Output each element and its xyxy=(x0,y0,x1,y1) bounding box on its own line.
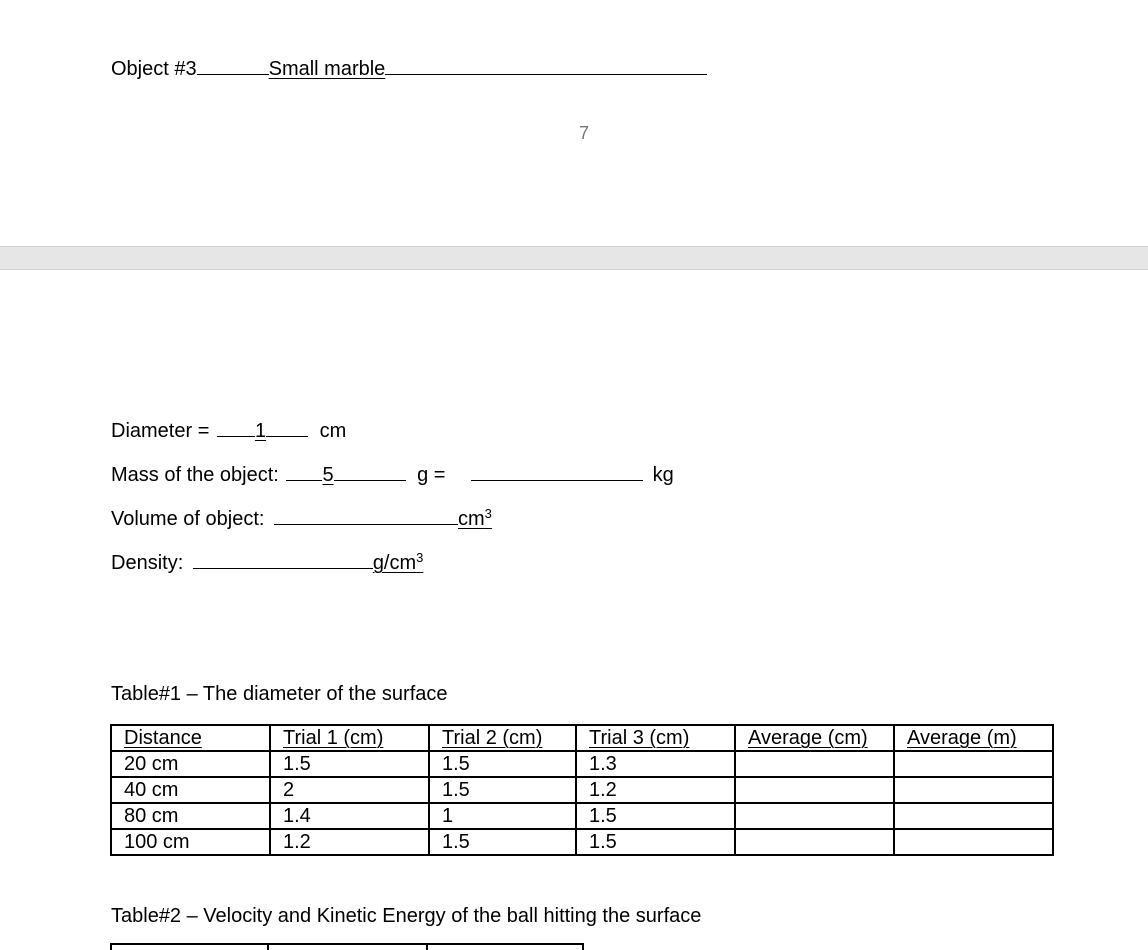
table-row xyxy=(111,803,1053,829)
volume-line xyxy=(111,506,492,531)
cell-average-cm xyxy=(735,803,894,829)
diameter-unit: cm xyxy=(319,420,347,442)
header-trial1: Trial 1 (cm) xyxy=(270,725,429,751)
mass-value: 5 xyxy=(322,464,334,486)
table-row xyxy=(111,829,1053,855)
page-number: 7 xyxy=(579,123,590,143)
cell-distance: 40 cm xyxy=(111,777,270,803)
volume-blank xyxy=(274,506,458,525)
mass-blank-left xyxy=(286,462,322,481)
cell-trial2: 1.5 xyxy=(429,829,576,855)
cell-trial3: 1.2 xyxy=(576,777,735,803)
cell-trial2: 1.5 xyxy=(429,777,576,803)
cell-trial2: 1.5 xyxy=(429,751,576,777)
volume-unit: $cm^3$ xyxy=(458,506,492,530)
diameter-value: 1 xyxy=(254,420,267,442)
density-unit: $g/cm^3$ xyxy=(372,550,424,574)
density-blank xyxy=(193,550,373,569)
cell-trial1: 1.4 xyxy=(270,803,429,829)
cell-average-cm xyxy=(735,829,894,855)
volume-label: Volume of object: xyxy=(111,508,265,530)
cell-trial1: 1.5 xyxy=(270,751,429,777)
density-line xyxy=(111,550,423,575)
table2-title: Table#2 – Velocity and Kinetic Energy of the ball hitting the surface xyxy=(111,905,702,927)
mass-blank-right xyxy=(334,462,406,481)
header-trial2: Trial 2 (cm) xyxy=(429,725,576,751)
cell-distance: 20 cm xyxy=(111,751,270,777)
cell-average-m xyxy=(894,803,1053,829)
diameter-blank-left xyxy=(217,418,255,437)
object-line xyxy=(111,56,707,81)
diameter-label: Diameter = xyxy=(111,420,210,442)
table-header-row xyxy=(111,725,1053,751)
mass-unit-kg: kg xyxy=(652,464,674,486)
cell-trial3: 1.5 xyxy=(576,803,735,829)
object-name: Small marble xyxy=(268,58,386,80)
cell-average-cm xyxy=(735,751,894,777)
cell-average-m xyxy=(894,829,1053,855)
density-label: Density: xyxy=(111,552,184,574)
table-row xyxy=(111,751,1053,777)
cell-average-m xyxy=(894,751,1053,777)
header-trial3: Trial 3 (cm) xyxy=(576,725,735,751)
object-underline-tail xyxy=(385,56,707,75)
mass-unit-g: g = xyxy=(417,464,446,486)
cell-distance: 80 cm xyxy=(111,803,270,829)
page-top xyxy=(0,0,1148,246)
table1-title: Table#1 – The diameter of the surface xyxy=(111,683,448,705)
cell-trial1: 1.2 xyxy=(270,829,429,855)
cell-trial3: 1.5 xyxy=(576,829,735,855)
diameter-blank-right xyxy=(266,418,308,437)
cell-average-cm xyxy=(735,777,894,803)
table1 xyxy=(110,724,1054,856)
table-row xyxy=(111,777,1053,803)
page-break-separator xyxy=(0,246,1148,270)
object-label: Object #3 xyxy=(111,58,197,80)
header-distance: Distance xyxy=(111,725,270,751)
diameter-line xyxy=(111,418,346,443)
cell-trial3: 1.3 xyxy=(576,751,735,777)
object-underline xyxy=(197,56,269,75)
cell-trial2: 1 xyxy=(429,803,576,829)
mass-line xyxy=(111,462,674,487)
table2-top-border xyxy=(110,943,584,950)
header-average-m: Average (m) xyxy=(894,725,1053,751)
header-average-cm: Average (cm) xyxy=(735,725,894,751)
mass-kg-blank xyxy=(471,462,643,481)
cell-trial1: 2 xyxy=(270,777,429,803)
cell-distance: 100 cm xyxy=(111,829,270,855)
mass-label: Mass of the object: xyxy=(111,464,279,486)
cell-average-m xyxy=(894,777,1053,803)
